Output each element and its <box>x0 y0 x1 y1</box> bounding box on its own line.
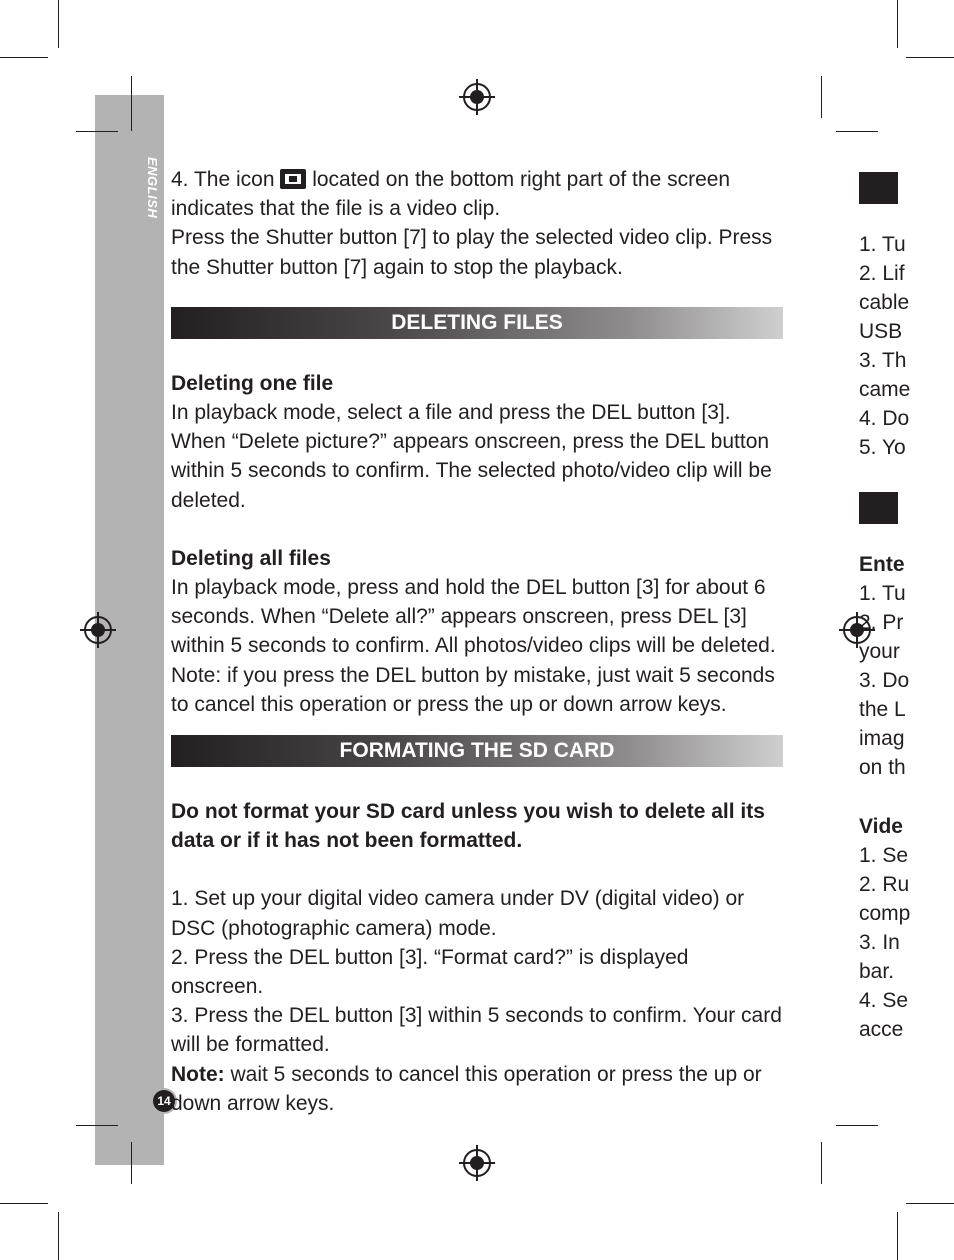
crop-mark <box>58 1212 59 1260</box>
adjacent-line: 5. Yo <box>859 436 906 459</box>
video-clip-icon <box>280 169 306 189</box>
crop-mark <box>897 0 898 48</box>
language-tab <box>142 155 164 245</box>
page-number: 14 <box>153 1090 175 1112</box>
crop-mark <box>0 1203 48 1204</box>
spacer <box>171 855 783 884</box>
spacer <box>171 515 783 544</box>
paragraph-playback: Press the Shutter button [7] to play the selected video clip. Press the Shutter button [7] again to stop the playback. <box>171 226 773 279</box>
adjacent-line: 3. Do <box>859 669 910 692</box>
adjacent-line: acce <box>859 1018 904 1041</box>
adjacent-line: the L <box>859 698 906 721</box>
subheading-delete-all: Deleting all files <box>171 546 331 570</box>
crop-mark <box>836 131 878 132</box>
adjacent-line: cable <box>859 291 910 314</box>
crop-mark <box>131 1142 132 1184</box>
registration-mark-icon <box>463 1149 491 1177</box>
crop-mark <box>76 131 118 132</box>
adjacent-line: 2. Pr <box>859 611 904 634</box>
adjacent-line: 2. Ru <box>859 873 910 896</box>
crop-mark <box>131 76 132 131</box>
registration-mark-icon <box>84 616 112 644</box>
text: located on the bottom right part of the screen indicates that the file is a video clip. <box>171 168 731 221</box>
adjacent-line: 3. In <box>859 931 900 954</box>
paragraph-delete-note: Note: if you press the DEL button by mistake, just wait 5 seconds to cancel this operation or press the up or down arrow keys. <box>171 663 775 716</box>
adjacent-section-banner <box>859 492 898 524</box>
format-step-1: 1. Set up your digital video camera under DV (digital video) or DSC (photographic camera) mode. <box>171 887 745 940</box>
language-label: ENGLISH <box>145 157 160 219</box>
spacer <box>171 351 783 369</box>
adjacent-line: bar. <box>859 960 895 983</box>
adjacent-line: 1. Tu <box>859 582 906 605</box>
crop-mark <box>897 1212 898 1260</box>
adjacent-line: comp <box>859 902 911 925</box>
adjacent-line: 4. Se <box>859 989 909 1012</box>
note-label: Note: <box>171 1062 225 1086</box>
adjacent-line: on th <box>859 756 906 779</box>
adjacent-line: 4. Do <box>859 407 910 430</box>
registration-mark-icon <box>463 83 491 111</box>
adjacent-heading: Ente <box>859 553 905 576</box>
crop-mark <box>58 0 59 48</box>
adjacent-page-column <box>859 165 911 1065</box>
adjacent-line: imag <box>859 727 905 750</box>
adjacent-line: your <box>859 640 900 663</box>
paragraph-delete-one: In playback mode, select a file and press the DEL button [3]. When “Delete picture?” appears onscreen, press the DEL button within 5 seconds to confirm. The selected photo/video clip will be deleted. <box>171 401 772 512</box>
text: 4. The icon <box>171 168 281 191</box>
adjacent-section-banner <box>859 172 898 204</box>
adjacent-line: came <box>859 378 911 401</box>
note-text: wait 5 seconds to cancel this operation or press the up or down arrow keys. <box>171 1062 762 1115</box>
adjacent-line: 1. Tu <box>859 233 906 256</box>
adjacent-line: USB <box>859 320 903 343</box>
crop-mark <box>836 1125 878 1126</box>
section-banner-deleting-files: DELETING FILES <box>171 307 783 339</box>
adjacent-heading: Vide <box>859 815 903 838</box>
crop-mark <box>821 76 822 118</box>
format-step-3: 3. Press the DEL button [3] within 5 seconds to confirm. Your card will be formatted. <box>171 1004 782 1057</box>
crop-mark <box>906 57 954 58</box>
format-warning: Do not format your SD card unless you wish to delete all its data or if it has not been formatted. <box>171 800 765 853</box>
adjacent-line: 1. Se <box>859 844 909 867</box>
format-note <box>171 1060 783 1118</box>
adjacent-line: 2. Lif <box>859 262 905 285</box>
adjacent-line: 3. Th <box>859 349 907 372</box>
main-content <box>171 165 783 1118</box>
spacer <box>171 779 783 797</box>
paragraph-delete-all: In playback mode, press and hold the DEL button [3] for about 6 seconds. When “Delete all?” appears onscreen, press DEL [3] within 5 seconds to confirm. All photos/video clips will be deleted. <box>171 576 776 658</box>
crop-mark <box>0 57 48 58</box>
crop-mark <box>821 1142 822 1184</box>
format-step-2: 2. Press the DEL button [3]. “Format card?” is displayed onscreen. <box>171 945 689 999</box>
paragraph-video-icon <box>171 165 783 223</box>
section-banner-formatting: FORMATING THE SD CARD <box>171 735 783 767</box>
subheading-delete-one: Deleting one file <box>171 371 334 395</box>
crop-mark <box>76 1125 118 1126</box>
crop-mark <box>906 1203 954 1204</box>
